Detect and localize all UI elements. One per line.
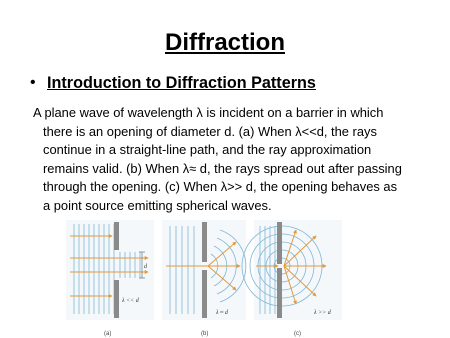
diffraction-diagram: [64, 216, 344, 338]
panel-c-background: [254, 220, 342, 320]
body-line: a point source emitting spherical waves.: [43, 197, 272, 213]
body-line: continue in a straight-line path, and the ray approximation: [43, 142, 372, 158]
panel-b: [162, 220, 246, 337]
body-line: there is an opening of diameter d. (a) When λ<<d, the rays: [43, 123, 377, 139]
panel-c-condition: λ >> d: [314, 310, 331, 316]
panel-a-label: (a): [104, 331, 112, 337]
panel-a-barrier-top: [114, 222, 119, 250]
panel-a-opening-label: d: [144, 264, 147, 270]
panel-a-condition: λ << d: [122, 298, 139, 304]
panel-a: [66, 220, 154, 337]
panel-b-barrier-bottom: [202, 270, 207, 318]
panel-b-barrier-top: [202, 222, 207, 262]
panel-c-barrier-bottom: [277, 268, 282, 318]
slide-title: Diffraction: [165, 29, 285, 56]
panel-a-barrier-bottom: [114, 280, 119, 318]
body-line: through the opening. (c) When λ>> d, the opening behaves as: [43, 179, 398, 195]
bullet-heading: Introduction to Diffraction Patterns: [47, 74, 316, 92]
panel-c-barrier-top: [277, 222, 282, 264]
panel-c-label: (c): [294, 331, 301, 337]
body-paragraph: [33, 104, 443, 216]
bullet-dot-icon: •: [30, 74, 36, 91]
panel-b-label: (b): [201, 331, 209, 337]
diffraction-figure: [64, 216, 344, 338]
panel-c: [242, 220, 342, 337]
body-line: remains valid. (b) When λ≈ d, the rays spread out after passing: [43, 160, 402, 176]
body-line: A plane wave of wavelength λ is incident on a barrier in which: [33, 105, 384, 120]
panel-b-condition: λ ≈ d: [216, 310, 228, 316]
